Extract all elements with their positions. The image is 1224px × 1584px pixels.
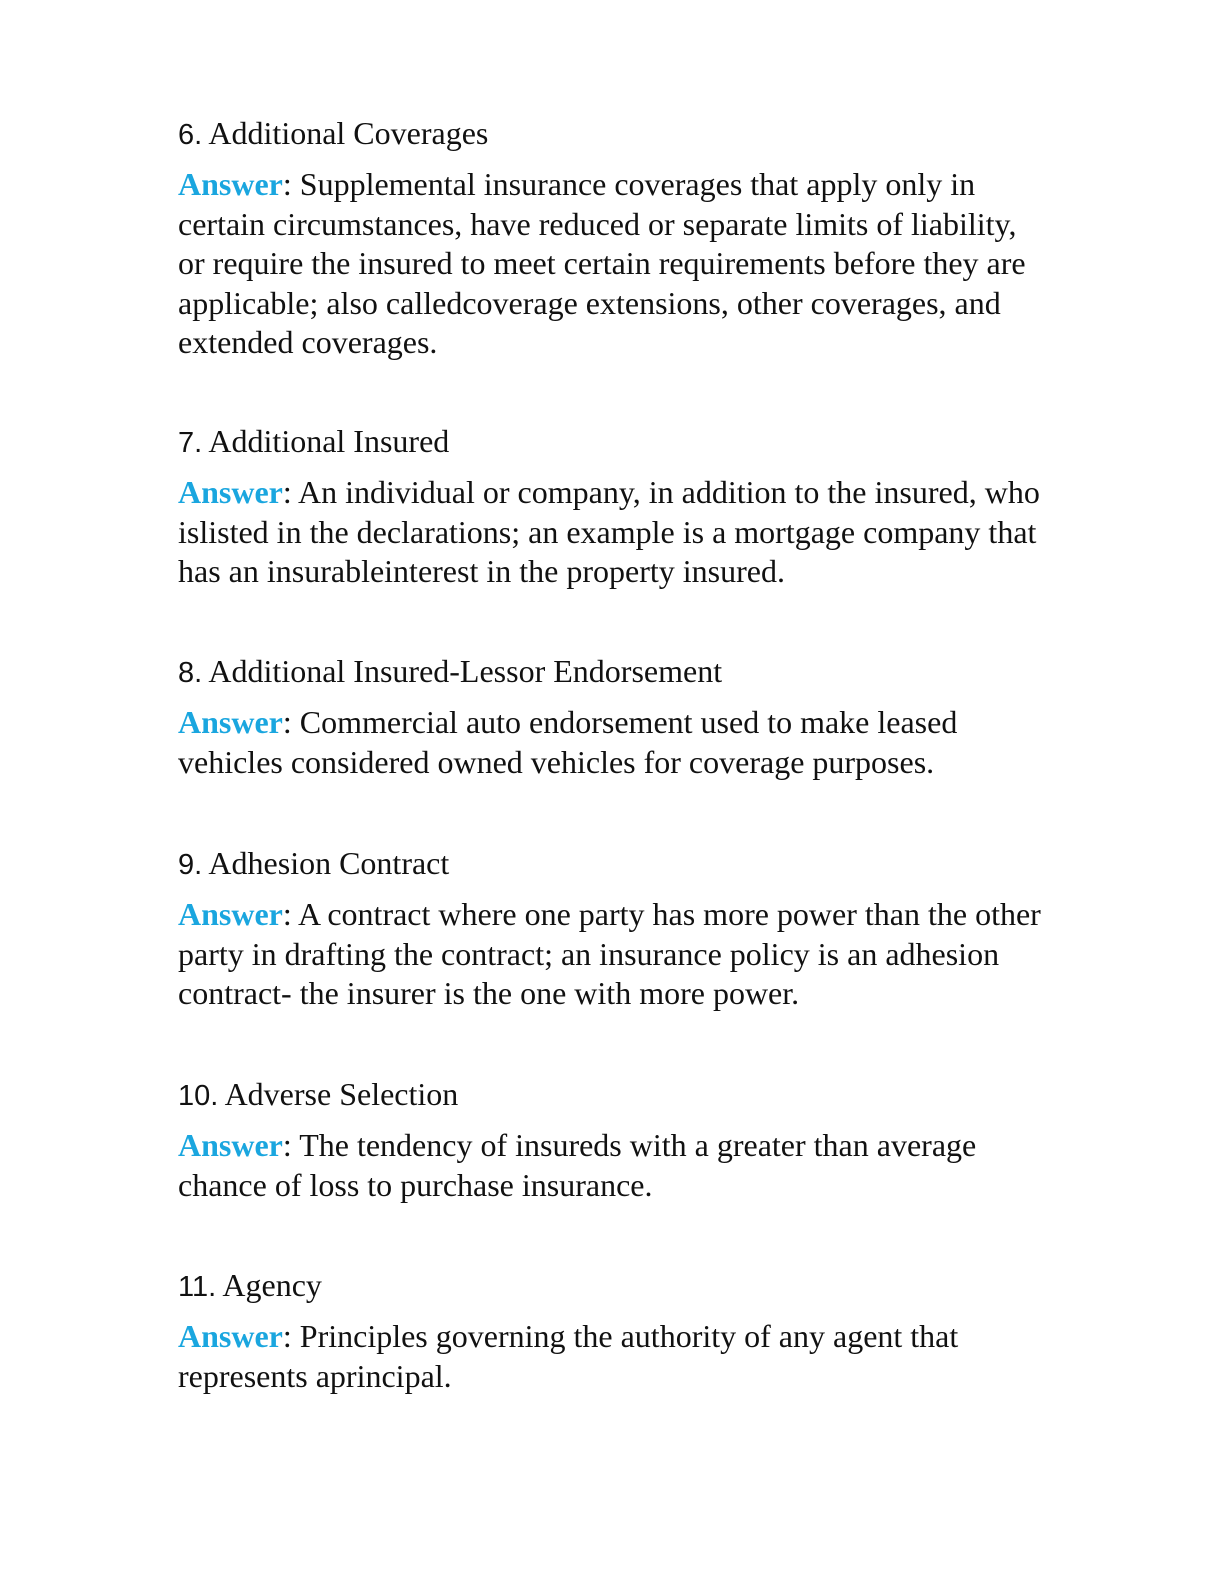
glossary-entry: [178, 421, 1158, 651]
term-number: 9.: [178, 849, 203, 881]
term-definition: [178, 1317, 1158, 1396]
term-title: Adverse Selection: [224, 1076, 459, 1112]
glossary-entry: [178, 651, 1158, 843]
definition-line: or require the insured to meet certain requirements before they are: [178, 245, 1026, 281]
term-number: 7.: [178, 427, 203, 459]
definition-line: Answer: An individual or company, in addition to the insured, who: [178, 474, 1040, 510]
definition-line: extended coverages.: [178, 324, 438, 360]
definition-line: has an insurableinterest in the property insured.: [178, 553, 785, 589]
definition-line: chance of loss to purchase insurance.: [178, 1166, 653, 1203]
definition-line: Answer: The tendency of insureds with a greater than average: [178, 1127, 977, 1163]
term-definition: [178, 1126, 1158, 1205]
term-definition: [178, 703, 1158, 782]
term-number: 11.: [178, 1271, 217, 1303]
glossary-entry: [178, 113, 1158, 421]
term-definition: [178, 473, 1158, 592]
answer-label: Answer: [178, 1127, 283, 1163]
definition-line: contract- the insurer is the one with more power.: [178, 975, 800, 1011]
term-heading: [178, 651, 1158, 693]
glossary-entry: [178, 1074, 1158, 1265]
answer-label: Answer: [178, 1318, 283, 1354]
definition-line: applicable; also calledcoverage extensions, other coverages, and: [178, 284, 1001, 321]
term-definition: [178, 165, 1158, 363]
term-heading: [178, 843, 1158, 885]
term-heading: [178, 421, 1158, 463]
term-title: Additional Coverages: [208, 115, 489, 151]
glossary-list: [178, 113, 1158, 1465]
answer-label: Answer: [178, 704, 283, 740]
term-definition: [178, 895, 1158, 1014]
definition-line: represents aprincipal.: [178, 1357, 452, 1394]
term-title: Adhesion Contract: [208, 845, 450, 881]
definition-line: islisted in the declarations; an example is a mortgage company that: [178, 513, 1037, 550]
term-heading: [178, 113, 1158, 155]
definition-line: vehicles considered owned vehicles for coverage purposes.: [178, 743, 935, 780]
definition-line: Answer: Supplemental insurance coverages that apply only in: [178, 166, 976, 202]
definition-line: Answer: Commercial auto endorsement used to make leased: [178, 704, 958, 740]
term-number: 6.: [178, 119, 203, 151]
term-title: Agency: [222, 1267, 322, 1303]
term-title: Additional Insured: [208, 423, 450, 459]
term-heading: [178, 1265, 1158, 1307]
answer-label: Answer: [178, 474, 283, 510]
answer-label: Answer: [178, 896, 283, 932]
definition-line: Answer: A contract where one party has more power than the other: [178, 896, 1041, 932]
glossary-entry: [178, 1265, 1158, 1465]
term-heading: [178, 1074, 1158, 1116]
definition-line: Answer: Principles governing the authority of any agent that: [178, 1318, 959, 1354]
definition-line: certain circumstances, have reduced or separate limits of liability,: [178, 205, 1017, 242]
answer-label: Answer: [178, 166, 283, 202]
term-title: Additional Insured-Lessor Endorsement: [208, 653, 723, 689]
glossary-entry: [178, 843, 1158, 1074]
term-number: 8.: [178, 657, 203, 689]
definition-line: party in drafting the contract; an insurance policy is an adhesion: [178, 935, 1000, 972]
term-number: 10.: [178, 1080, 219, 1112]
